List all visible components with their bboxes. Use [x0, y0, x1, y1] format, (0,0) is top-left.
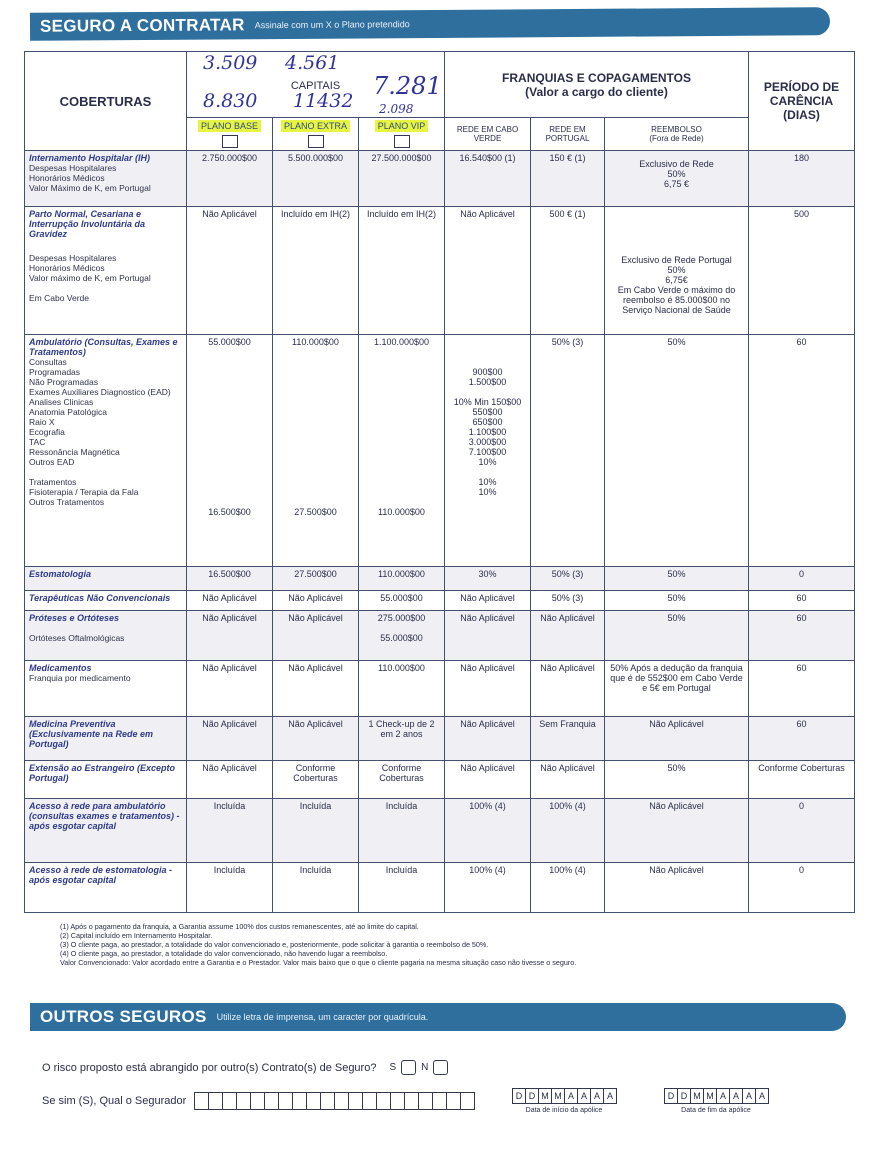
coverage-title: Acesso à rede de estomatologia - após esgotar capital	[29, 865, 173, 885]
value-rede-cv: 900$00 1.500$00 10% Min 150$00 550$00 650$00 1.100$00 3.000$00 7.100$00 10% 10% 10%	[445, 335, 531, 567]
periodo-title: PERÍODO DE CARÊNCIA	[763, 80, 840, 108]
table-row	[25, 661, 855, 717]
coverage-cell	[25, 151, 187, 207]
coverage-cell	[25, 335, 187, 567]
plan-vip-cell	[359, 118, 445, 151]
value-extra	[273, 335, 359, 567]
value-rede-pt: 50% (3)	[531, 335, 605, 567]
coverage-cell	[25, 591, 187, 611]
value-rede-cv: Não Aplicável	[445, 717, 531, 761]
value-rede-cv: Não Aplicável	[445, 611, 531, 661]
value-dias: 60	[749, 611, 855, 661]
coverage-cell	[25, 717, 187, 761]
plan-extra-cell	[273, 118, 359, 151]
value-base: 16.500$00	[187, 567, 273, 591]
value-base: Incluída	[187, 799, 273, 863]
header-franquias	[445, 52, 749, 118]
yes-checkbox[interactable]	[401, 1060, 416, 1075]
plan-extra-checkbox[interactable]	[308, 135, 324, 148]
value-rede-pt: 50% (3)	[531, 567, 605, 591]
value-vip: 55.000$00	[359, 591, 445, 611]
footnote: (3) O cliente paga, ao prestador, a totalidade do valor convencionado e, posteriormente, pode solicitar à garantia o reembolso de 50%.	[60, 940, 489, 949]
value-dias: Conforme Coberturas	[749, 761, 855, 799]
value-extra: Conforme Coberturas	[273, 761, 359, 799]
coverage-sub: Consultas Programadas Não Programadas Exames Auxiliares Diagnostico (EAD) Analises Clinicas Anatomia Patológica Raio X Ecografia TAC Ressonância Magnética Outros EAD Tratamentos Fisioterapia / Terapia da Fala Outros Tratamentos	[29, 357, 171, 507]
value-base: Não Aplicável	[187, 611, 273, 661]
coverage-cell	[25, 207, 187, 335]
coverage-sub: Franquia por medicamento	[29, 673, 131, 683]
yes-label: S	[389, 1062, 397, 1073]
other-insurance-question	[42, 1060, 448, 1075]
footnote: Valor Convencionado: Valor acordado entre a Garantia e o Prestador. Valor mais baixo que o que o cliente pagaria na mesma situação caso não tivesse o seguro.	[60, 958, 577, 967]
value-dias: 0	[749, 863, 855, 913]
value-dias: 0	[749, 567, 855, 591]
plan-base-cell	[187, 118, 273, 151]
plan-base-checkbox[interactable]	[222, 135, 238, 148]
table-row	[25, 151, 855, 207]
value-rede-pt: Não Aplicável	[531, 761, 605, 799]
value-rede-pt: Sem Franquia	[531, 717, 605, 761]
value-dias: 500	[749, 207, 855, 335]
section-title: SEGURO A CONTRATAR	[39, 15, 245, 36]
value-rede-cv: Não Aplicável	[445, 207, 531, 335]
value-reembolso: Não Aplicável	[605, 799, 749, 863]
periodo-subtitle: (DIAS)	[783, 108, 820, 122]
value-vip: Incluída	[359, 863, 445, 913]
value-base: Não Aplicável	[187, 661, 273, 717]
value-rede-cv: 100% (4)	[445, 863, 531, 913]
table-row	[25, 567, 855, 591]
handwritten-base-top: 3.509	[203, 52, 258, 74]
coverage-title: Ambulatório (Consultas, Exames e Tratamentos)	[29, 337, 178, 357]
coverage-cell	[25, 761, 187, 799]
reembolso-subtitle: (Fora de Rede)	[649, 134, 704, 143]
value-dias: 60	[749, 717, 855, 761]
header-rede-cv: REDE EM CABO VERDE	[445, 118, 531, 151]
section-instruction: Assinale com um X o Plano pretendido	[254, 19, 410, 31]
value-extra: Incluída	[273, 863, 359, 913]
value-rede-cv: 16.540$00 (1)	[445, 151, 531, 207]
table-row	[25, 761, 855, 799]
section-title: OUTROS SEGUROS	[40, 1007, 207, 1026]
value-vip-main: 1.100.000$00	[373, 337, 430, 347]
value-extra: Incluída	[273, 799, 359, 863]
value-reembolso: Não Aplicável	[605, 717, 749, 761]
coverage-title: Próteses e Ortóteses	[29, 613, 120, 623]
section-instruction: Utilize letra de imprensa, um caracter por quadrícula.	[216, 1012, 429, 1022]
coverage-cell	[25, 799, 187, 863]
value-vip-tratamentos: 110.000$00	[378, 507, 425, 517]
coverage-sub: Despesas Hospitalares Honorários Médicos Valor máximo de K, em Portugal Em Cabo Verde	[29, 253, 151, 303]
coverage-cell	[25, 661, 187, 717]
value-extra: Não Aplicável	[273, 591, 359, 611]
footnote: (1) Após o pagamento da franquia, a Garantia assume 100% dos custos remanescentes, até ao limite do capital.	[60, 922, 419, 931]
value-rede-pt: 150 € (1)	[531, 151, 605, 207]
coverage-title: Terapêuticas Não Convencionais	[29, 593, 171, 603]
value-base: Incluída	[187, 863, 273, 913]
coverage-sub: Ortóteses Oftalmológicas	[29, 633, 125, 643]
value-extra: Não Aplicável	[273, 717, 359, 761]
start-date-label: Data de início da apólice	[525, 1107, 603, 1114]
value-base: Não Aplicável	[187, 761, 273, 799]
plan-base-label: PLANO BASE	[198, 120, 261, 132]
header-periodo	[749, 52, 855, 151]
handwritten-vip-bottom: 2.098	[379, 102, 414, 116]
value-vip: 110.000$00	[359, 661, 445, 717]
coverage-title: Medicamentos	[29, 663, 92, 673]
insurer-question	[42, 1092, 474, 1110]
value-reembolso: Exclusivo de Rede 50% 6,75 €	[605, 151, 749, 207]
footnote: (2) Capital incluído em Internamento Hospitalar.	[60, 931, 213, 940]
table-row	[25, 611, 855, 661]
plan-extra-label: PLANO EXTRA	[281, 120, 350, 132]
franquias-title: FRANQUIAS E COPAGAMENTOS	[502, 70, 691, 85]
value-extra: Não Aplicável	[273, 661, 359, 717]
footnotes	[60, 922, 850, 967]
value-base	[187, 335, 273, 567]
table-row	[25, 591, 855, 611]
value-rede-pt: Não Aplicável	[531, 611, 605, 661]
no-checkbox[interactable]	[433, 1060, 448, 1075]
value-reembolso: 50% Após a dedução da franquia que é de 552$00 em Cabo Verde e 5€ em Portugal	[605, 661, 749, 717]
plan-vip-checkbox[interactable]	[394, 135, 410, 148]
value-base-tratamentos: 16.500$00	[208, 507, 251, 517]
coverage-title: Medicina Preventiva (Exclusivamente na Rede em Portugal)	[29, 719, 154, 749]
value-base: 2.750.000$00	[187, 151, 273, 207]
section-banner-outros	[30, 1003, 846, 1031]
value-rede-cv: 100% (4)	[445, 799, 531, 863]
start-date-field[interactable]: D D M M A A A A Data de início da apólice	[512, 1088, 616, 1114]
coverage-title: Acesso à rede para ambulatório (consultas exames e tratamentos) - após esgotar capital	[29, 801, 180, 831]
value-rede-pt: Não Aplicável	[531, 661, 605, 717]
value-dias: 60	[749, 335, 855, 567]
handwritten-extra-bottom: 11432	[293, 90, 354, 112]
value-rede-cv: Não Aplicável	[445, 591, 531, 611]
coverage-cell	[25, 611, 187, 661]
coverage-cell	[25, 863, 187, 913]
value-reembolso: 50%	[605, 591, 749, 611]
value-dias: 0	[749, 799, 855, 863]
coverage-title: Estomatologia	[29, 569, 92, 579]
value-base: Não Aplicável	[187, 207, 273, 335]
value-base-main: 55.000$00	[208, 337, 251, 347]
plan-vip-label: PLANO VIP	[375, 120, 429, 132]
value-vip: Incluído em IH(2)	[359, 207, 445, 335]
insurer-label: Se sim (S), Qual o Segurador	[42, 1095, 187, 1107]
value-base: Não Aplicável	[187, 717, 273, 761]
franquias-subtitle: (Valor a cargo do cliente)	[525, 84, 668, 99]
handwritten-base-bottom: 8.830	[203, 90, 258, 112]
value-reembolso: Não Aplicável	[605, 863, 749, 913]
table-row	[25, 207, 855, 335]
value-rede-pt: 100% (4)	[531, 863, 605, 913]
value-reembolso: Exclusivo de Rede Portugal 50% 6,75€ Em Cabo Verde o máximo do reembolso é 85.000$00 no Serviço Nacional de Saúde	[605, 207, 749, 335]
handwritten-vip-top: 7.281	[373, 72, 442, 100]
table-row	[25, 799, 855, 863]
value-vip: 275.000$00 55.000$00	[359, 611, 445, 661]
value-rede-pt: 100% (4)	[531, 799, 605, 863]
no-label: N	[421, 1062, 429, 1073]
value-extra-main: 110.000$00	[292, 337, 339, 347]
footnote: (4) O cliente paga, ao prestador, a totalidade do valor convencionado, não havendo lugar a reembolso.	[60, 949, 388, 958]
value-reembolso: 50%	[605, 611, 749, 661]
value-reembolso: 50%	[605, 335, 749, 567]
value-vip: Conforme Coberturas	[359, 761, 445, 799]
value-dias: 60	[749, 591, 855, 611]
value-base: Não Aplicável	[187, 591, 273, 611]
coverage-title: Parto Normal, Cesariana e Interrupção Involuntária da Gravidez	[29, 209, 146, 239]
section-banner-seguro	[30, 7, 830, 41]
end-date-label: Data de fim da apólice	[681, 1107, 751, 1114]
coverage-title: Extensão ao Estrangeiro (Excepto Portugal)	[29, 763, 176, 783]
value-rede-cv: Não Aplicável	[445, 661, 531, 717]
header-reembolso	[605, 118, 749, 151]
value-extra: 27.500$00	[273, 567, 359, 591]
table-row	[25, 335, 855, 567]
value-rede-pt: 50% (3)	[531, 591, 605, 611]
coverage-title: Internamento Hospitalar (IH)	[29, 153, 151, 163]
value-extra: Incluído em IH(2)	[273, 207, 359, 335]
header-rede-pt: REDE EM PORTUGAL	[531, 118, 605, 151]
value-vip: 110.000$00	[359, 567, 445, 591]
coverage-table	[24, 51, 854, 913]
value-rede-pt: 500 € (1)	[531, 207, 605, 335]
question-text: O risco proposto está abrangido por outro(s) Contrato(s) de Seguro?	[42, 1061, 377, 1074]
end-date-field[interactable]: D D M M A A A A Data de fim da apólice	[664, 1088, 768, 1114]
value-extra-tratamentos: 27.500$00	[294, 507, 337, 517]
reembolso-title: REEMBOLSO	[651, 125, 702, 134]
value-reembolso: 50%	[605, 761, 749, 799]
insurer-name-field[interactable]	[194, 1092, 474, 1110]
value-vip: 27.500.000$00	[359, 151, 445, 207]
header-capitais	[187, 52, 445, 118]
value-rede-cv: 30%	[445, 567, 531, 591]
table-row	[25, 863, 855, 913]
value-reembolso: 50%	[605, 567, 749, 591]
header-coberturas: COBERTURAS	[25, 52, 187, 151]
value-dias: 180	[749, 151, 855, 207]
capitais-label: CAPITAIS	[290, 80, 341, 92]
value-vip	[359, 335, 445, 567]
value-extra: Não Aplicável	[273, 611, 359, 661]
value-dias: 60	[749, 661, 855, 717]
value-vip: 1 Check-up de 2 em 2 anos	[359, 717, 445, 761]
value-vip: Incluída	[359, 799, 445, 863]
coverage-sub: Despesas Hospitalares Honorários Médicos Valor Máximo de K, em Portugal	[29, 163, 151, 193]
value-rede-cv: Não Aplicável	[445, 761, 531, 799]
coverage-cell	[25, 567, 187, 591]
table-row	[25, 717, 855, 761]
value-extra: 5.500.000$00	[273, 151, 359, 207]
handwritten-extra-top: 4.561	[285, 52, 340, 74]
